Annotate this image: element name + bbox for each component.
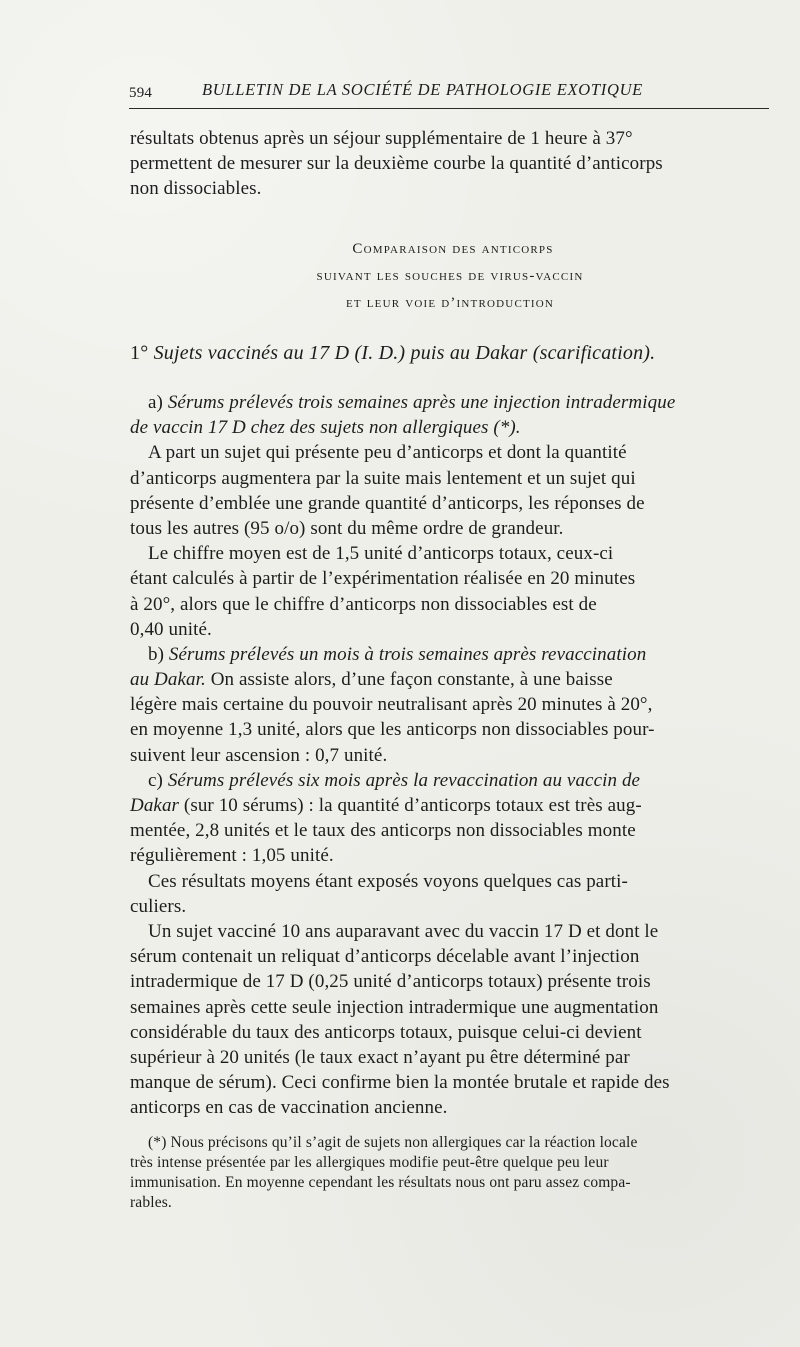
subsection-b-title <box>130 642 775 667</box>
text-line: résultats obtenus après un séjour supplémentaire de 1 heure à 37° <box>130 128 633 149</box>
footnote-line: très intense présentée par les allergiques modifie peut-être quelque peu leur <box>130 1154 609 1171</box>
paragraph-line: mentée, 2,8 unités et le taux des anticorps non dissociables monte <box>130 820 636 842</box>
footnote-line: rables. <box>130 1194 172 1211</box>
paragraph-line: considérable du taux des anticorps totaux, puisque celui-ci devient <box>130 1021 642 1043</box>
paragraph-line: à 20°, alors que le chiffre d’anticorps non dissociables est de <box>130 593 597 615</box>
paragraph-line: suivent leur ascension : 0,7 unité. <box>130 744 388 766</box>
subsection-title <box>130 340 775 366</box>
subsection-c-italic: Dakar <box>130 795 180 816</box>
subsection-a-label: a) <box>148 392 163 413</box>
paragraph-line: culiers. <box>130 895 187 917</box>
main-text-block <box>130 390 775 1120</box>
page-number: 594 <box>129 85 153 101</box>
paragraph-line: légère mais certaine du pouvoir neutralisant après 20 minutes à 20°, <box>130 694 653 716</box>
subsection-b-title-line1: Sérums prélevés un mois à trois semaines après revaccination <box>168 643 647 665</box>
paragraph-line: intradermique de 17 D (0,25 unité d’anticorps totaux) présente trois <box>130 971 651 993</box>
subsection-c-label: c) <box>148 769 163 791</box>
heading-line: suivant les souches de virus-vaccin <box>316 268 584 284</box>
footnote <box>130 1133 780 1213</box>
paragraph-line: Le chiffre moyen est de 1,5 unité d’anticorps totaux, ceux-ci <box>148 543 614 565</box>
paragraph-line: A part un sujet qui présente peu d’anticorps et dont la quantité <box>148 442 627 464</box>
text-line: non dissociables. <box>130 178 262 200</box>
section-heading <box>130 236 770 317</box>
running-title: BULLETIN DE LA SOCIÉTÉ DE PATHOLOGIE EXOTIQUE <box>202 80 643 99</box>
subsection-a-title <box>130 390 775 415</box>
heading-line: et leur voie d’introduction <box>345 295 555 311</box>
paragraph-line: Ces résultats moyens étant exposés voyons quelques cas parti- <box>148 870 628 892</box>
paragraph-line: d’anticorps augmentera par la suite mais lentement et un sujet qui <box>130 467 636 489</box>
paragraph-line: anticorps en cas de vaccination ancienne. <box>130 1097 448 1119</box>
footnote-line: (*) Nous précisons qu’il s’agit de sujets non allergiques car la réaction locale <box>148 1134 638 1151</box>
paragraph-line: manque de sérum). Ceci confirme bien la montée brutale et rapide des <box>130 1072 670 1094</box>
subsection-c-title-line1: Sérums prélevés six mois après la revaccination au vaccin de <box>167 769 641 791</box>
section-number: 1° <box>130 342 149 364</box>
section-title-text: Sujets vaccinés au 17 D (I. D.) puis au Dakar (scarification). <box>153 342 656 364</box>
heading-line: Comparaison des anticorps <box>352 241 554 257</box>
paragraph-line: tous les autres (95 o/o) sont du même ordre de grandeur. <box>130 517 564 539</box>
subsection-b-italic: au Dakar. <box>130 669 206 691</box>
paragraph-line: supérieur à 20 unités (le taux exact n’ayant pu être déterminé par <box>130 1046 630 1068</box>
paragraph-line: sérum contenait un reliquat d’anticorps décelable avant l’injection <box>130 946 640 968</box>
paragraph-line: Un sujet vacciné 10 ans auparavant avec du vaccin 17 D et dont le <box>148 920 659 942</box>
paragraph-line: présente d’emblée une grande quantité d’anticorps, les réponses de <box>130 492 645 514</box>
paragraph-line: en moyenne 1,3 unité, alors que les anticorps non dissociables pour- <box>130 719 655 741</box>
subsection-b-rest: On assiste alors, d’une façon constante, à une baisse <box>205 669 613 691</box>
subsection-b-title-line2 <box>130 667 775 692</box>
subsection-b-label: b) <box>148 643 165 665</box>
paragraph-line: semaines après cette seule injection intradermique une augmentation <box>130 996 659 1018</box>
text-line: permettent de mesurer sur la deuxième courbe la quantité d’anticorps <box>130 153 663 175</box>
subsection-c-title-line2 <box>130 793 775 818</box>
intro-paragraph <box>130 126 775 202</box>
paragraph-line: étant calculés à partir de l’expérimentation réalisée en 20 minutes <box>130 568 636 590</box>
page-header <box>129 80 769 109</box>
subsection-c-title <box>130 768 775 793</box>
subsection-a-title-line1: Sérums prélevés trois semaines après une injection intradermique <box>167 392 676 413</box>
subsection-c-rest: (sur 10 sérums) : la quantité d’anticorps totaux est très aug- <box>179 795 642 816</box>
paragraph-line: régulièrement : 1,05 unité. <box>130 845 334 867</box>
paragraph-line: 0,40 unité. <box>130 618 212 640</box>
footnote-line: immunisation. En moyenne cependant les résultats nous ont paru assez compa- <box>130 1174 631 1191</box>
subsection-a-title-line2: de vaccin 17 D chez des sujets non allergiques (*). <box>130 417 521 439</box>
